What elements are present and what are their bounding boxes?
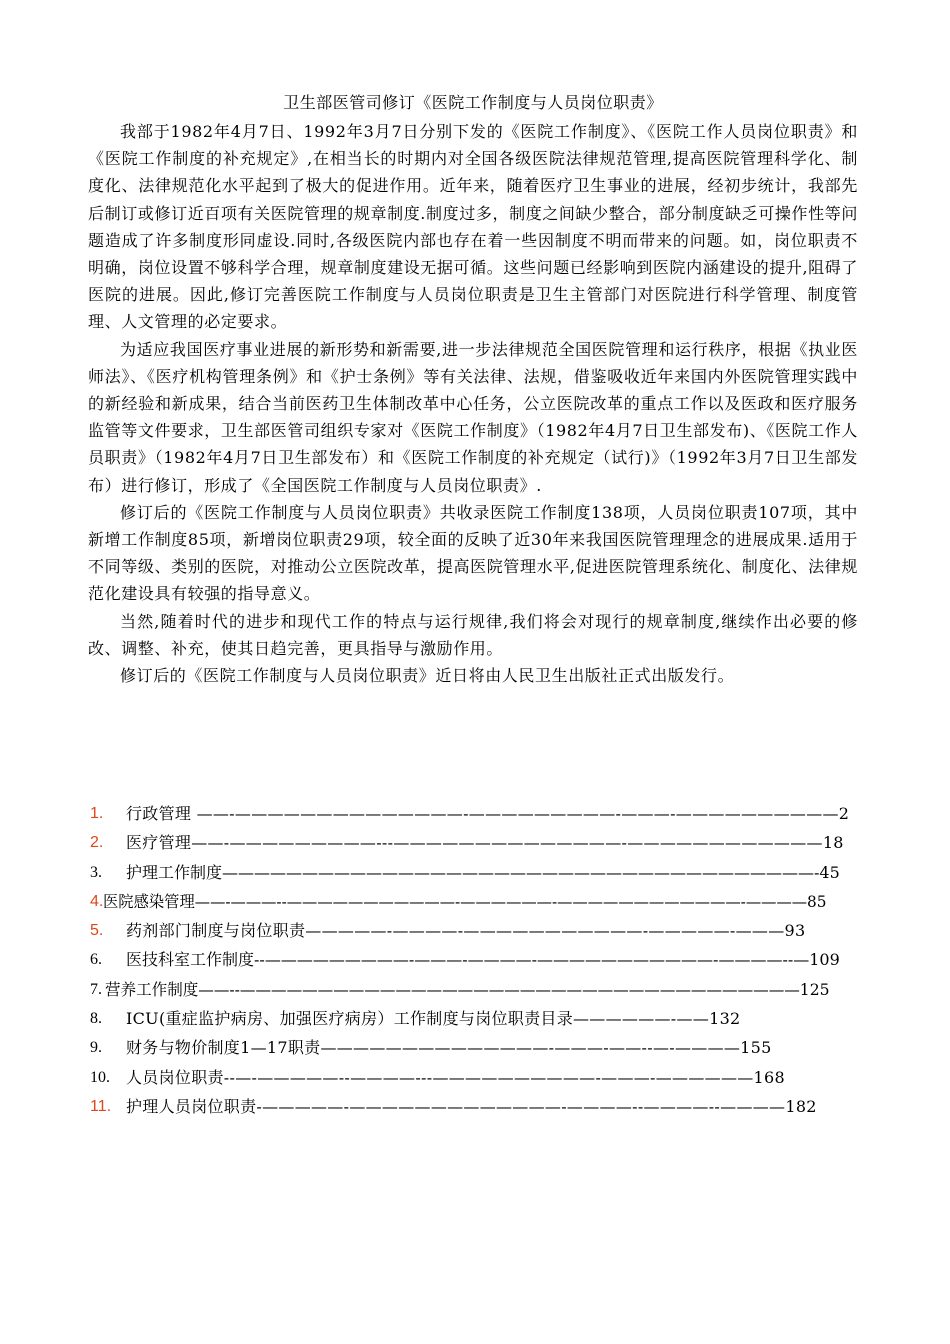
toc-item (90, 1092, 850, 1121)
toc-entry-text: 药剂部门制度与岗位职责—————-————-———————————-—————-———93 (126, 921, 806, 941)
toc-entry-text: 医院感染管理——-———--———————————-——————-————————————-————85 (103, 891, 827, 911)
toc-entry-text: 财务与物价制度1—17职责——————————————-———-——--—-————155 (126, 1038, 772, 1058)
toc-entry-text: 行政管理 ——-——————————————-—————————-———-——————————2 (126, 804, 850, 823)
toc-number: 4. (90, 892, 104, 910)
toc-entry-text: 护理人员岗位职责-—————-—————————————-————--————--————182 (126, 1096, 817, 1116)
toc-item (90, 858, 850, 887)
document-body (88, 92, 858, 689)
toc-item (90, 1033, 850, 1062)
toc-entry-text: 营养工作制度——--————————————————————————————————————125 (104, 979, 830, 999)
toc-number: 11. (90, 1097, 112, 1115)
toc-number: 3. (90, 863, 102, 881)
toc-entry-text: 人员岗位职责--—-—————--————---——————————-———-——————168 (126, 1067, 786, 1087)
paragraph-1: 我部于1982年4月7日、1992年3月7日分别下发的《医院工作制度》、《医院工作人员岗位职责》和《医院工作制度的补充规定》,在相当长的时期内对全国各级医院法律规范管理,提高医院管理科学化、制度化、法律规范化水平起到了极大的促进作用。近年来，随着医疗卫生事业的进展，经初步统计，我部先后制订或修订近百项有关医院管理的规章制度.制度过多，制度之间缺少整合，部分制度缺乏可操作性等问题造成了许多制度形同虚设.同时,各级医院内部也存在着一些因制度不明而带来的问题。如，岗位职责不明确，岗位设置不够科学合理，规章制度建设无据可循。这些问题已经影响到医院内涵建设的提升,阻碍了医院的进展。因此,修订完善医院工作制度与人员岗位职责是卫生主管部门对医院进行科学管理、制度管理、人文管理的必定要求。 (88, 122, 858, 332)
toc-number: 5. (90, 922, 104, 940)
toc-item (90, 945, 850, 974)
toc-number: 6. (90, 951, 102, 969)
toc-number: 1. (90, 805, 104, 822)
toc-number: 2. (90, 834, 104, 852)
toc-item (90, 887, 850, 916)
toc-entry-text: ICU(重症监护病房、加强医疗病房）工作制度与岗位职责目录——————-——132 (126, 1009, 741, 1029)
toc-entry-text: 护理工作制度—————————————————————————————————————-45 (126, 862, 840, 882)
toc-item (90, 1004, 850, 1033)
toc-number: 7. (90, 980, 102, 998)
toc-item (90, 828, 850, 857)
table-of-contents (90, 799, 850, 1121)
paragraph-4: 当然,随着时代的进步和现代工作的特点与运行规律,我们将会对现行的规章制度,继续作出必要的修改、调整、补充，使其日趋完善，更具指导与激励作用。 (88, 611, 858, 658)
paragraph-3: 修订后的《医院工作制度与人员岗位职责》共收录医院工作制度138项，人员岗位职责107项，其中新增工作制度85项，新增岗位职责29项，较全面的反映了近30年来我国医院管理理念的进展成果.适用于不同等级、类别的医院，对推动公立医院改革，提高医院管理水平,促进医院管理系统化、制度化、法律规范化建设具有较强的指导意义。 (88, 502, 858, 604)
toc-entry-text: 医技科室工作制度--—————————-———-————-———————————-————--—109 (126, 950, 840, 970)
toc-item (90, 1063, 850, 1092)
toc-number: 10. (90, 1068, 110, 1086)
document-title: 卫生部医管司修订《医院工作制度与人员岗位职责》 (283, 93, 663, 112)
toc-entry-text: 医疗管理——-—————————---——————————————-————————————18 (126, 833, 844, 853)
toc-item (90, 975, 850, 1004)
paragraph-5: 修订后的《医院工作制度与人员岗位职责》近日将由人民卫生出版社正式出版发行。 (120, 666, 735, 686)
toc-number: 8. (90, 1010, 102, 1028)
toc-item (90, 799, 850, 828)
toc-item (90, 916, 850, 945)
toc-number: 9. (90, 1039, 102, 1057)
paragraph-2: 为适应我国医疗事业进展的新形势和新需要,进一步法律规范全国医院管理和运行秩序，根据《执业医师法》、《医疗机构管理条例》和《护士条例》等有关法律、法规，借鉴吸收近年来国内外医院管理实践中的新经验和新成果，结合当前医药卫生体制改革中心任务，公立医院改革的重点工作以及医政和医疗服务监管等文件要求，卫生部医管司组织专家对《医院工作制度》（1982年4月7日卫生部发布)、《医院工作人员职责》（1982年4月7日卫生部发布）和《医院工作制度的补充规定（试行)》（1992年3月7日卫生部发布）进行修订，形成了《全国医院工作制度与人员岗位职责》. (88, 339, 858, 495)
